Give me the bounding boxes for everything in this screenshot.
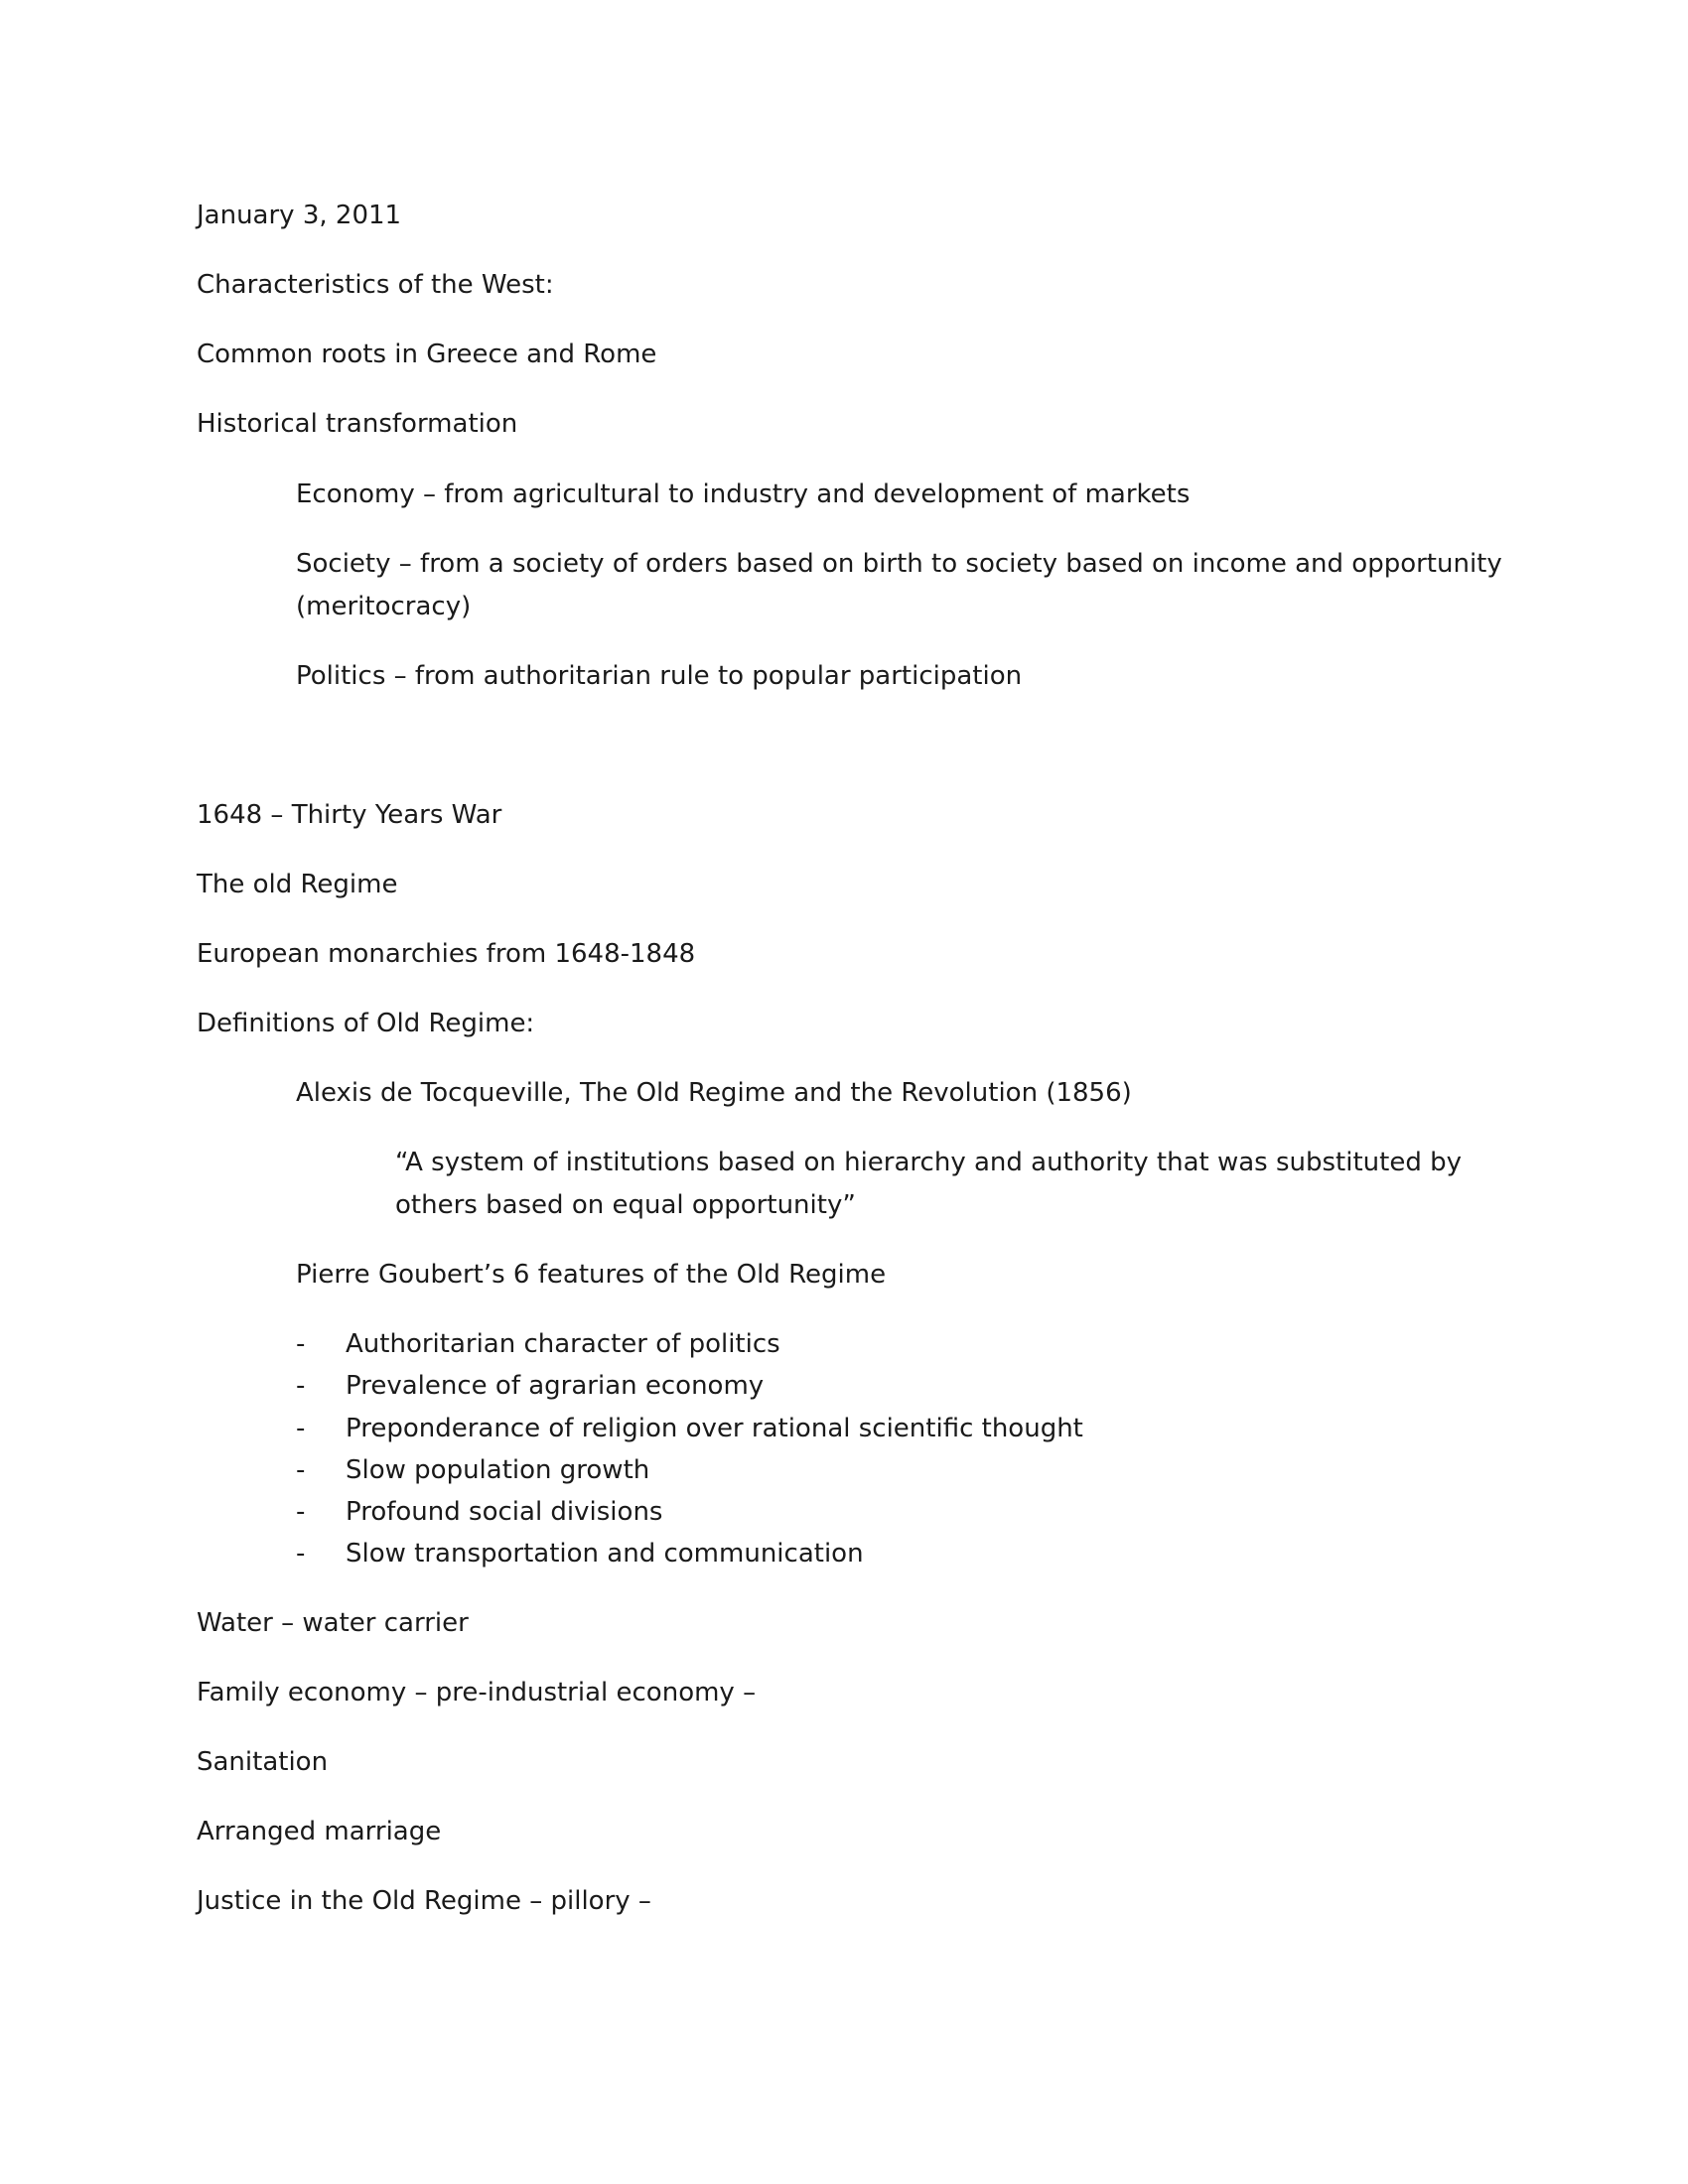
- feature-item: Profound social divisions: [346, 1497, 663, 1527]
- bullet-dash: -: [296, 1414, 306, 1443]
- tocqueville-line: Alexis de Tocqueville, The Old Regime and the Revolution (1856): [296, 1078, 1132, 1108]
- bullet-dash: -: [296, 1539, 306, 1569]
- feature-item: Prevalence of agrarian economy: [346, 1371, 765, 1401]
- goubert-line: Pierre Goubert’s 6 features of the Old Regime: [296, 1260, 887, 1290]
- date-heading: January 3, 2011: [197, 201, 402, 230]
- feature-item: Slow transportation and communication: [346, 1539, 864, 1569]
- water-line: Water – water carrier: [197, 1608, 469, 1638]
- bullet-dash: -: [296, 1371, 306, 1401]
- common-roots-line: Common roots in Greece and Rome: [197, 340, 657, 369]
- bullet-dash: -: [296, 1455, 306, 1485]
- economy-line: Economy – from agricultural to industry and development of markets: [296, 479, 1191, 509]
- arranged-marriage-line: Arranged marriage: [197, 1817, 442, 1846]
- thirty-years-war-line: 1648 – Thirty Years War: [197, 800, 502, 830]
- family-economy-line: Family economy – pre-industrial economy –: [197, 1678, 757, 1707]
- characteristics-heading: Characteristics of the West:: [197, 270, 554, 300]
- european-monarchies-line: European monarchies from 1648-1848: [197, 939, 696, 969]
- definitions-heading: Definitions of Old Regime:: [197, 1009, 535, 1038]
- quote-line-2: others based on equal opportunity”: [395, 1190, 856, 1220]
- justice-line: Justice in the Old Regime – pillory –: [197, 1886, 651, 1916]
- society-line-2: (meritocracy): [296, 592, 472, 621]
- feature-item: Slow population growth: [346, 1455, 650, 1485]
- old-regime-line: The old Regime: [197, 870, 398, 899]
- feature-item: Authoritarian character of politics: [346, 1329, 780, 1359]
- bullet-dash: -: [296, 1497, 306, 1527]
- historical-transformation-line: Historical transformation: [197, 409, 518, 439]
- quote-line-1: “A system of institutions based on hierarchy and authority that was substituted by: [395, 1148, 1462, 1177]
- feature-item: Preponderance of religion over rational scientific thought: [346, 1414, 1083, 1443]
- sanitation-line: Sanitation: [197, 1747, 329, 1777]
- bullet-dash: -: [296, 1329, 306, 1359]
- society-line-1: Society – from a society of orders based on birth to society based on income and opportunity: [296, 549, 1502, 579]
- politics-line: Politics – from authoritarian rule to popular participation: [296, 661, 1023, 691]
